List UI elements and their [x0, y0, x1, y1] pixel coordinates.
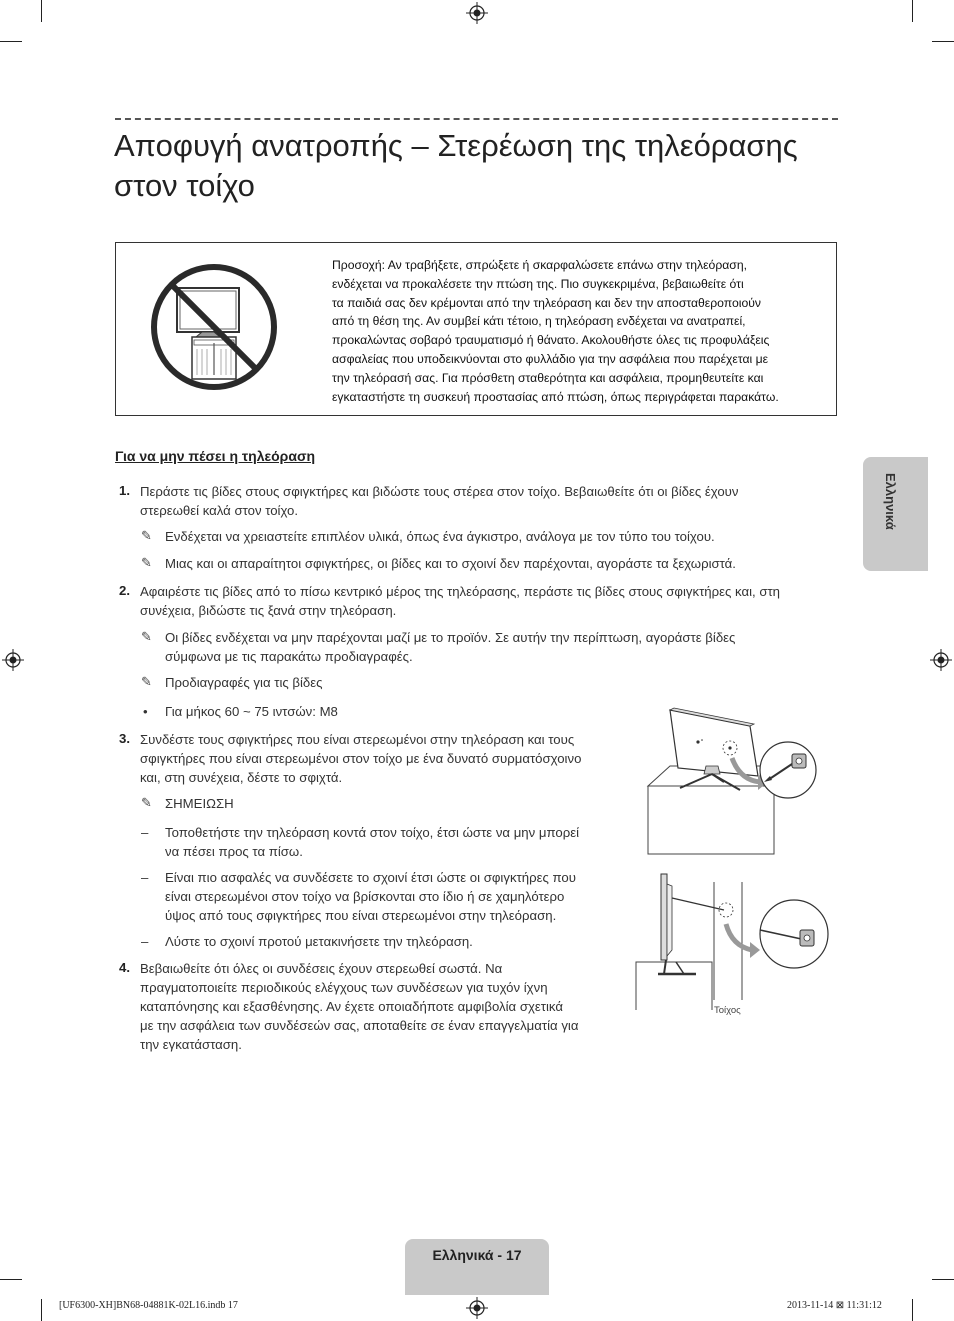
- warning-line: την τηλεόρασή σας. Για πρόσθετη σταθερότητα και ασφάλεια, προμηθευτείτε και: [332, 370, 764, 385]
- text-line: Αφαιρέστε τις βίδες από το πίσω κεντρικό μέρος της τηλεόρασης, περάστε τις βίδες στους σφιγκτήρες και, στη: [140, 584, 781, 599]
- text-line: να πέσει προς τα πίσω.: [165, 844, 303, 859]
- note-pencil-icon: ✎: [141, 555, 152, 570]
- note-text: Ενδέχεται να χρειαστείτε επιπλέον υλικά, όπως ένα άγκιστρο, ανάλογα με τον τύπο του τοίχου.: [165, 529, 715, 544]
- note-pencil-icon: ✎: [141, 795, 152, 810]
- text-line: καταπόνησης και εξασθένησης. Αν έχετε οποιαδήποτε αμφιβολία σχετικά: [140, 999, 563, 1014]
- text-line: Είναι πιο ασφαλές να συνδέσετε το σχοινί έτσι ώστε οι σφιγκτήρες που: [165, 870, 576, 885]
- wall-label: Τοίχος: [714, 1005, 741, 1016]
- text-line: και, στη συνέχεια, δέστε το σφιχτά.: [140, 770, 343, 785]
- crop-mark: [0, 41, 22, 42]
- note-pencil-icon: ✎: [141, 629, 152, 644]
- note-item: [165, 868, 576, 925]
- registration-mark-icon: [930, 649, 952, 671]
- crop-mark: [932, 41, 954, 42]
- crop-mark: [912, 0, 913, 22]
- registration-mark-icon: [466, 1297, 488, 1319]
- text-line: σφιγκτήρες που είναι στερεωμένοι στον τοίχο με ένα δυνατό συρματόσχοινο: [140, 751, 582, 766]
- text-line: είναι στερεωμένοι στον τοίχο να βρίσκονται στο ίδιο ή σε χαμηλότερο: [165, 889, 565, 904]
- page-number: Ελληνικά - 17: [432, 1247, 522, 1263]
- step-text: [140, 959, 578, 1054]
- text-line: Βεβαιωθείτε ότι όλες οι συνδέσεις έχουν στερεωθεί σωστά. Να: [140, 961, 503, 976]
- text-line: ύψος από τους σφιγκτήρες που είναι στερεωμένοι στην τηλεόραση.: [165, 908, 557, 923]
- text-line: Περάστε τις βίδες στους σφιγκτήρες και βιδώστε τους στέρεα στον τοίχο. Βεβαιωθείτε ότι οι βίδες έχουν: [140, 484, 739, 499]
- footer-file-info: [UF6300-XH]BN68-04881K-02L16.indb 17: [59, 1300, 238, 1311]
- note-heading: ΣΗΜΕΙΩΣΗ: [165, 796, 234, 811]
- bullet-text: Για μήκος 60 ~ 75 ιντσών: M8: [165, 704, 338, 719]
- footer-timestamp: 2013-11-14 ⊠ 11:31:12: [787, 1300, 882, 1311]
- warning-line: ασφαλείας που υποδεικνύονται στο φυλλάδιο για την ασφάλεια που παρέχεται με: [332, 351, 769, 366]
- language-side-tab: [863, 457, 928, 571]
- text-line: στερεωθεί καλά στον τοίχο.: [140, 503, 299, 518]
- text-line: με την ασφάλεια των συνδέσεών σας, αποταθείτε σε έναν επαγγελματία για: [140, 1018, 579, 1033]
- note-pencil-icon: ✎: [141, 674, 152, 689]
- note-text: Μιας και οι απαραίτητοι σφιγκτήρες, οι βίδες και το σχοινί δεν παρέχονται, αγοράστε τα ξεχωριστά.: [165, 556, 736, 571]
- crop-mark: [0, 1279, 22, 1280]
- title-line: Αποφυγή ανατροπής – Στερέωση της τηλεόρασης: [114, 128, 798, 163]
- crop-mark: [912, 1299, 913, 1321]
- step-number: 2.: [119, 583, 130, 598]
- note-item: Λύστε το σχοινί προτού μετακινήσετε την τηλεόραση.: [165, 934, 473, 949]
- note-text: Προδιαγραφές για τις βίδες: [165, 675, 323, 690]
- warning-line: Προσοχή: Αν τραβήξετε, σπρώξετε ή σκαρφαλώσετε επάνω στην τηλεόραση,: [332, 258, 747, 272]
- text-line: πραγματοποιείτε περιοδικούς ελέγχους των συνδέσεων για τυχόν ίχνη: [140, 980, 548, 995]
- tv-wall-illustration: [634, 870, 834, 1012]
- step-number: 3.: [119, 731, 130, 746]
- page-number-tab: [405, 1239, 549, 1295]
- dashed-rule: [115, 118, 838, 120]
- title-line: στον τοίχο: [114, 168, 255, 203]
- warning-line: ενδέχεται να προκαλέσετε την πτώση της. Πιο συγκεκριμένα, βεβαιωθείτε ότι: [332, 276, 744, 291]
- section-heading: Για να μην πέσει η τηλεόραση: [115, 448, 316, 464]
- tv-clamp-illustration: [640, 706, 818, 856]
- registration-mark-icon: [2, 649, 24, 671]
- crop-mark: [41, 1299, 42, 1321]
- bullet-icon: •: [143, 704, 148, 719]
- warning-line: εγκαταστήστε τη συσκευή προστασίας από πτώση, όπως περιγράφεται παρακάτω.: [332, 389, 779, 404]
- step-text: [140, 730, 581, 787]
- text-line: Τοποθετήστε την τηλεόραση κοντά στον τοίχο, έτσι ώστε να μην μπορεί: [165, 825, 580, 840]
- note-text: [165, 628, 735, 666]
- note-pencil-icon: ✎: [141, 528, 152, 543]
- language-side-tab-label: Ελληνικά: [883, 473, 898, 530]
- step-number: 4.: [119, 960, 130, 975]
- warning-line: προκαλώντας σοβαρό τραυματισμό ή θάνατο. Ακολουθήστε όλες τις προφυλάξεις: [332, 333, 770, 348]
- warning-line: τα παιδιά σας δεν κρέμονται από την τηλεόραση και δεν την αποσταθεροποιούν: [332, 295, 762, 310]
- dash-icon: –: [141, 825, 149, 840]
- text-line: Συνδέστε τους σφιγκτήρες που είναι στερεωμένοι στην τηλεόραση και τους: [140, 732, 575, 747]
- step-text: [140, 582, 780, 620]
- text-line: την εγκατάσταση.: [140, 1037, 242, 1052]
- registration-mark-icon: [466, 2, 488, 24]
- text-line: σύμφωνα με τις παρακάτω προδιαγραφές.: [165, 649, 413, 664]
- text-line: Οι βίδες ενδέχεται να μην παρέχονται μαζί με το προϊόν. Σε αυτήν την περίπτωση, αγοράστε βίδες: [165, 630, 736, 645]
- text-line: συνέχεια, βιδώστε τις ξανά στην τηλεόραση.: [140, 603, 397, 618]
- note-item: [165, 823, 579, 861]
- no-climbing-warning-icon: [150, 263, 278, 391]
- crop-mark: [41, 0, 42, 22]
- dash-icon: –: [141, 934, 149, 949]
- step-text: [140, 482, 738, 520]
- step-number: 1.: [119, 483, 130, 498]
- dash-icon: –: [141, 870, 149, 885]
- warning-text: [332, 256, 827, 406]
- crop-mark: [932, 1279, 954, 1280]
- page-title: [114, 126, 834, 206]
- warning-line: από τη θέση της. Αν συμβεί κάτι τέτοιο, η τηλεόραση ενδέχεται να ανατραπεί,: [332, 314, 746, 329]
